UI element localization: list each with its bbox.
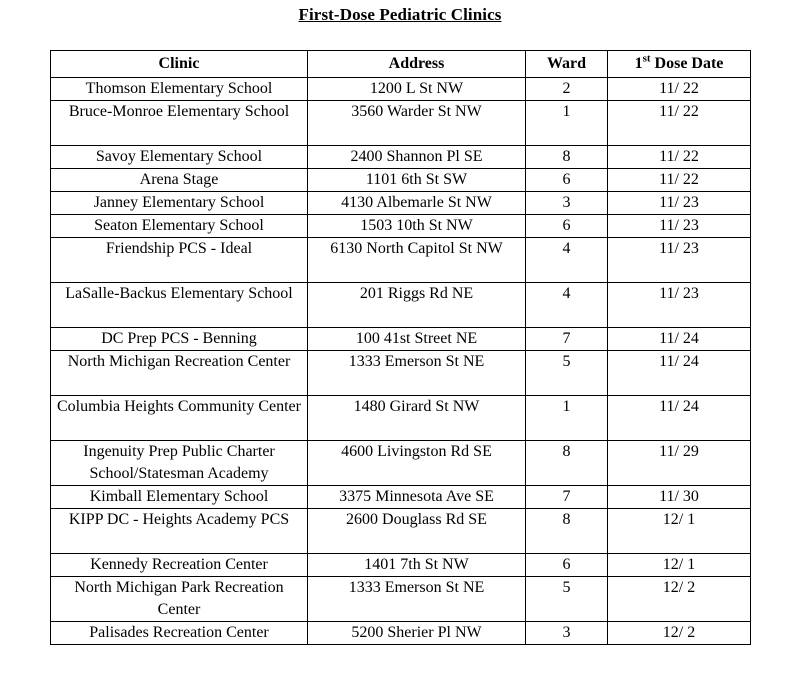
clinic-dose-date: 11/ 24 — [608, 328, 751, 351]
clinic-dose-date: 11/ 24 — [608, 351, 751, 396]
clinic-name: North Michigan Park Recreation Center — [51, 577, 308, 622]
clinic-name: Columbia Heights Community Center — [51, 396, 308, 441]
clinic-name: Palisades Recreation Center — [51, 622, 308, 645]
header-clinic: Clinic — [51, 51, 308, 78]
header-dose-date-label: Dose Date — [650, 55, 724, 72]
clinic-name: Ingenuity Prep Public Charter School/Statesman Academy — [51, 441, 308, 486]
clinic-address: 1480 Girard St NW — [308, 396, 526, 441]
clinic-dose-date: 11/ 30 — [608, 486, 751, 509]
table-row — [51, 622, 751, 645]
clinic-ward: 3 — [526, 192, 608, 215]
clinic-address: 3560 Warder St NW — [308, 101, 526, 146]
clinic-ward: 5 — [526, 351, 608, 396]
table-row — [51, 101, 751, 146]
table-row — [51, 396, 751, 441]
clinic-name: Kennedy Recreation Center — [51, 554, 308, 577]
clinic-address: 2600 Douglass Rd SE — [308, 509, 526, 554]
table-row — [51, 192, 751, 215]
clinic-address: 4130 Albemarle St NW — [308, 192, 526, 215]
clinic-ward: 8 — [526, 441, 608, 486]
clinic-ward: 3 — [526, 622, 608, 645]
clinic-dose-date: 11/ 22 — [608, 169, 751, 192]
clinic-dose-date: 11/ 23 — [608, 283, 751, 328]
clinic-name: Friendship PCS - Ideal — [51, 238, 308, 283]
clinic-ward: 4 — [526, 238, 608, 283]
header-ward: Ward — [526, 51, 608, 78]
clinic-dose-date: 12/ 2 — [608, 622, 751, 645]
clinics-table — [50, 50, 751, 645]
header-dose-date — [608, 51, 751, 78]
clinic-address: 100 41st Street NE — [308, 328, 526, 351]
clinic-address: 1503 10th St NW — [308, 215, 526, 238]
page-title: First-Dose Pediatric Clinics — [298, 5, 502, 24]
header-address: Address — [308, 51, 526, 78]
clinic-ward: 6 — [526, 554, 608, 577]
clinic-address: 6130 North Capitol St NW — [308, 238, 526, 283]
clinic-ward: 4 — [526, 283, 608, 328]
table-row — [51, 215, 751, 238]
clinic-dose-date: 12/ 1 — [608, 554, 751, 577]
table-row — [51, 238, 751, 283]
table-row — [51, 554, 751, 577]
clinic-ward: 7 — [526, 486, 608, 509]
clinic-name: LaSalle-Backus Elementary School — [51, 283, 308, 328]
clinic-dose-date: 11/ 23 — [608, 238, 751, 283]
clinic-dose-date: 12/ 2 — [608, 577, 751, 622]
table-row — [51, 283, 751, 328]
clinic-address: 1401 7th St NW — [308, 554, 526, 577]
clinic-dose-date: 11/ 23 — [608, 215, 751, 238]
clinic-address: 1333 Emerson St NE — [308, 577, 526, 622]
clinic-ward: 8 — [526, 146, 608, 169]
clinic-name: Arena Stage — [51, 169, 308, 192]
clinic-name: Thomson Elementary School — [51, 78, 308, 101]
table-header-row — [51, 51, 751, 78]
clinic-address: 1200 L St NW — [308, 78, 526, 101]
table-row — [51, 328, 751, 351]
clinic-ward: 1 — [526, 396, 608, 441]
clinic-name: Janney Elementary School — [51, 192, 308, 215]
header-dose-date-ordinal: st — [642, 52, 651, 65]
clinic-ward: 5 — [526, 577, 608, 622]
table-row — [51, 169, 751, 192]
clinic-name: Seaton Elementary School — [51, 215, 308, 238]
clinic-address: 1101 6th St SW — [308, 169, 526, 192]
table-row — [51, 509, 751, 554]
table-row — [51, 577, 751, 622]
clinic-address: 3375 Minnesota Ave SE — [308, 486, 526, 509]
clinic-name: North Michigan Recreation Center — [51, 351, 308, 396]
table-row — [51, 146, 751, 169]
clinic-ward: 7 — [526, 328, 608, 351]
table-row — [51, 351, 751, 396]
clinic-name: DC Prep PCS - Benning — [51, 328, 308, 351]
clinic-ward: 8 — [526, 509, 608, 554]
clinic-address: 2400 Shannon Pl SE — [308, 146, 526, 169]
clinic-ward: 2 — [526, 78, 608, 101]
clinic-name: Bruce-Monroe Elementary School — [51, 101, 308, 146]
header-dose-date-number: 1 — [634, 55, 643, 72]
clinic-dose-date: 11/ 29 — [608, 441, 751, 486]
clinic-ward: 6 — [526, 169, 608, 192]
clinic-address: 201 Riggs Rd NE — [308, 283, 526, 328]
table-row — [51, 486, 751, 509]
clinic-dose-date: 11/ 23 — [608, 192, 751, 215]
clinic-ward: 1 — [526, 101, 608, 146]
clinic-address: 5200 Sherier Pl NW — [308, 622, 526, 645]
clinic-name: Kimball Elementary School — [51, 486, 308, 509]
clinic-dose-date: 11/ 22 — [608, 78, 751, 101]
clinic-dose-date: 12/ 1 — [608, 509, 751, 554]
clinic-name: KIPP DC - Heights Academy PCS — [51, 509, 308, 554]
clinic-name: Savoy Elementary School — [51, 146, 308, 169]
clinic-address: 1333 Emerson St NE — [308, 351, 526, 396]
clinic-dose-date: 11/ 22 — [608, 146, 751, 169]
clinic-dose-date: 11/ 22 — [608, 101, 751, 146]
table-row — [51, 78, 751, 101]
clinic-ward: 6 — [526, 215, 608, 238]
clinic-address: 4600 Livingston Rd SE — [308, 441, 526, 486]
table-row — [51, 441, 751, 486]
clinic-dose-date: 11/ 24 — [608, 396, 751, 441]
